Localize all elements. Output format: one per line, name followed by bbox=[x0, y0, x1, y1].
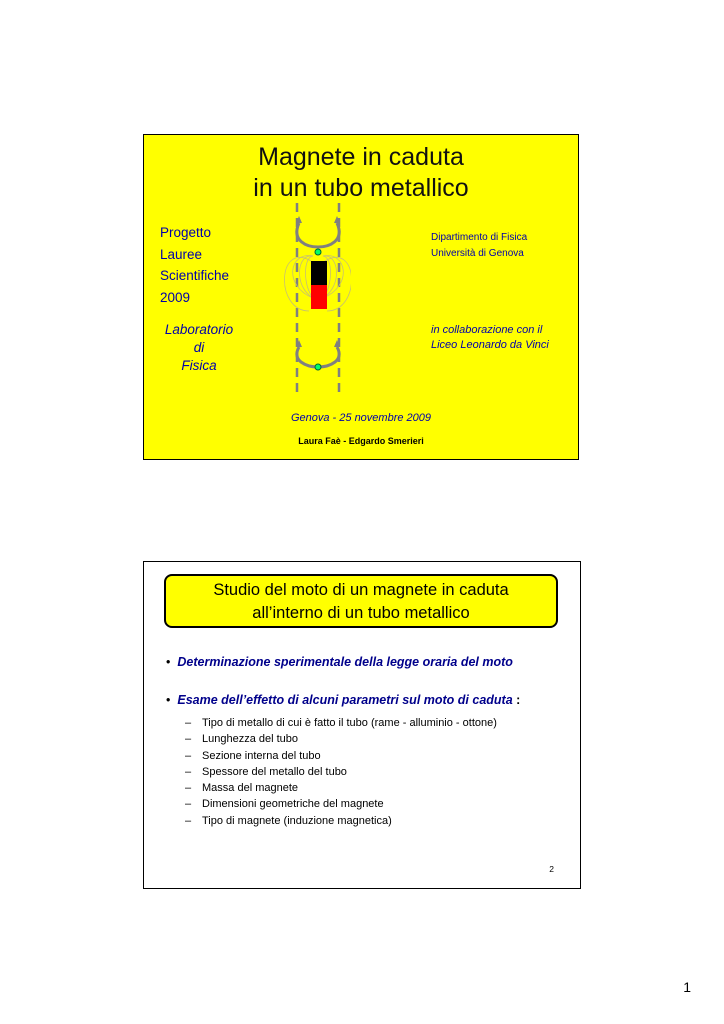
bullet-icon: • bbox=[166, 693, 171, 707]
project-line: Lauree bbox=[160, 246, 203, 262]
department-label bbox=[431, 230, 527, 262]
content-slide bbox=[143, 561, 581, 889]
lab-line: di bbox=[193, 340, 205, 355]
project-line: Scientifiche bbox=[160, 268, 230, 283]
list-item-text: Dimensioni geometriche del magnete bbox=[202, 798, 384, 811]
list-item-text: Tipo di metallo di cui è fatto il tubo (rame - alluminio - ottone) bbox=[202, 717, 497, 729]
list-item bbox=[185, 715, 497, 731]
dash-icon: – bbox=[185, 717, 192, 729]
bullet-item bbox=[166, 655, 513, 669]
list-item bbox=[185, 764, 497, 780]
title-line-1: Magnete in caduta bbox=[258, 143, 464, 171]
dash-icon: – bbox=[185, 733, 192, 746]
magnet-south-pole bbox=[311, 285, 327, 309]
slide-title-box bbox=[164, 574, 558, 628]
dash-icon: – bbox=[185, 765, 192, 778]
project-line: 2009 bbox=[160, 289, 191, 305]
slide-title bbox=[144, 142, 578, 204]
project-line: Progetto bbox=[160, 225, 212, 240]
title-slide bbox=[143, 134, 579, 460]
dash-icon: – bbox=[185, 782, 192, 795]
department-line: Dipartimento di Fisica bbox=[431, 232, 528, 243]
event-date: Genova - 25 novembre 2009 bbox=[290, 412, 432, 424]
bullet-text: Determinazione sperimentale della legge oraria del moto bbox=[177, 655, 513, 669]
list-item-text: Massa del magnete bbox=[202, 782, 298, 795]
page-number: 1 bbox=[683, 979, 691, 995]
authors: Laura Faè - Edgardo Smerieri bbox=[298, 436, 424, 446]
list-item-text: Lunghezza del tubo bbox=[202, 733, 299, 746]
title-line-2: all’interno di un tubo metallico bbox=[252, 604, 470, 622]
slide-number: 2 bbox=[549, 864, 554, 874]
bullet-text: Esame dell’effetto di alcuni parametri sul moto di caduta bbox=[177, 693, 513, 707]
dash-icon: – bbox=[185, 749, 192, 762]
bullet-icon: • bbox=[166, 655, 171, 669]
magnet-in-tube-illustration bbox=[279, 201, 351, 399]
department-line: Università di Genova bbox=[431, 248, 524, 259]
magnet-north-pole bbox=[311, 261, 327, 285]
list-item-text: Sezione interna del tubo bbox=[202, 749, 321, 762]
bullet-suffix: : bbox=[512, 693, 521, 707]
lab-line: Fisica bbox=[181, 358, 217, 373]
green-dot-top bbox=[315, 249, 321, 255]
bullet-item bbox=[166, 693, 520, 707]
dash-icon: – bbox=[185, 814, 192, 827]
parameter-list bbox=[185, 715, 497, 829]
list-item-text: Tipo di magnete (induzione magnetica) bbox=[202, 814, 392, 827]
collaboration-line: in collaborazione con il bbox=[431, 324, 543, 336]
title-line-1: Studio del moto di un magnete in caduta bbox=[213, 581, 509, 599]
collaboration-label bbox=[431, 323, 549, 353]
lab-label bbox=[160, 321, 238, 375]
list-item bbox=[185, 748, 497, 764]
list-item bbox=[185, 813, 497, 829]
title-line-2: in un tubo metallico bbox=[253, 174, 469, 202]
lab-line: Laboratorio bbox=[164, 322, 234, 337]
project-label bbox=[160, 222, 229, 308]
list-item bbox=[185, 796, 497, 812]
green-dot-bottom bbox=[315, 364, 321, 370]
list-item-text: Spessore del metallo del tubo bbox=[202, 765, 347, 778]
dash-icon: – bbox=[185, 798, 192, 811]
collaboration-line: Liceo Leonardo da Vinci bbox=[431, 339, 549, 351]
list-item bbox=[185, 731, 497, 747]
current-arc-top bbox=[297, 223, 339, 247]
list-item bbox=[185, 780, 497, 796]
